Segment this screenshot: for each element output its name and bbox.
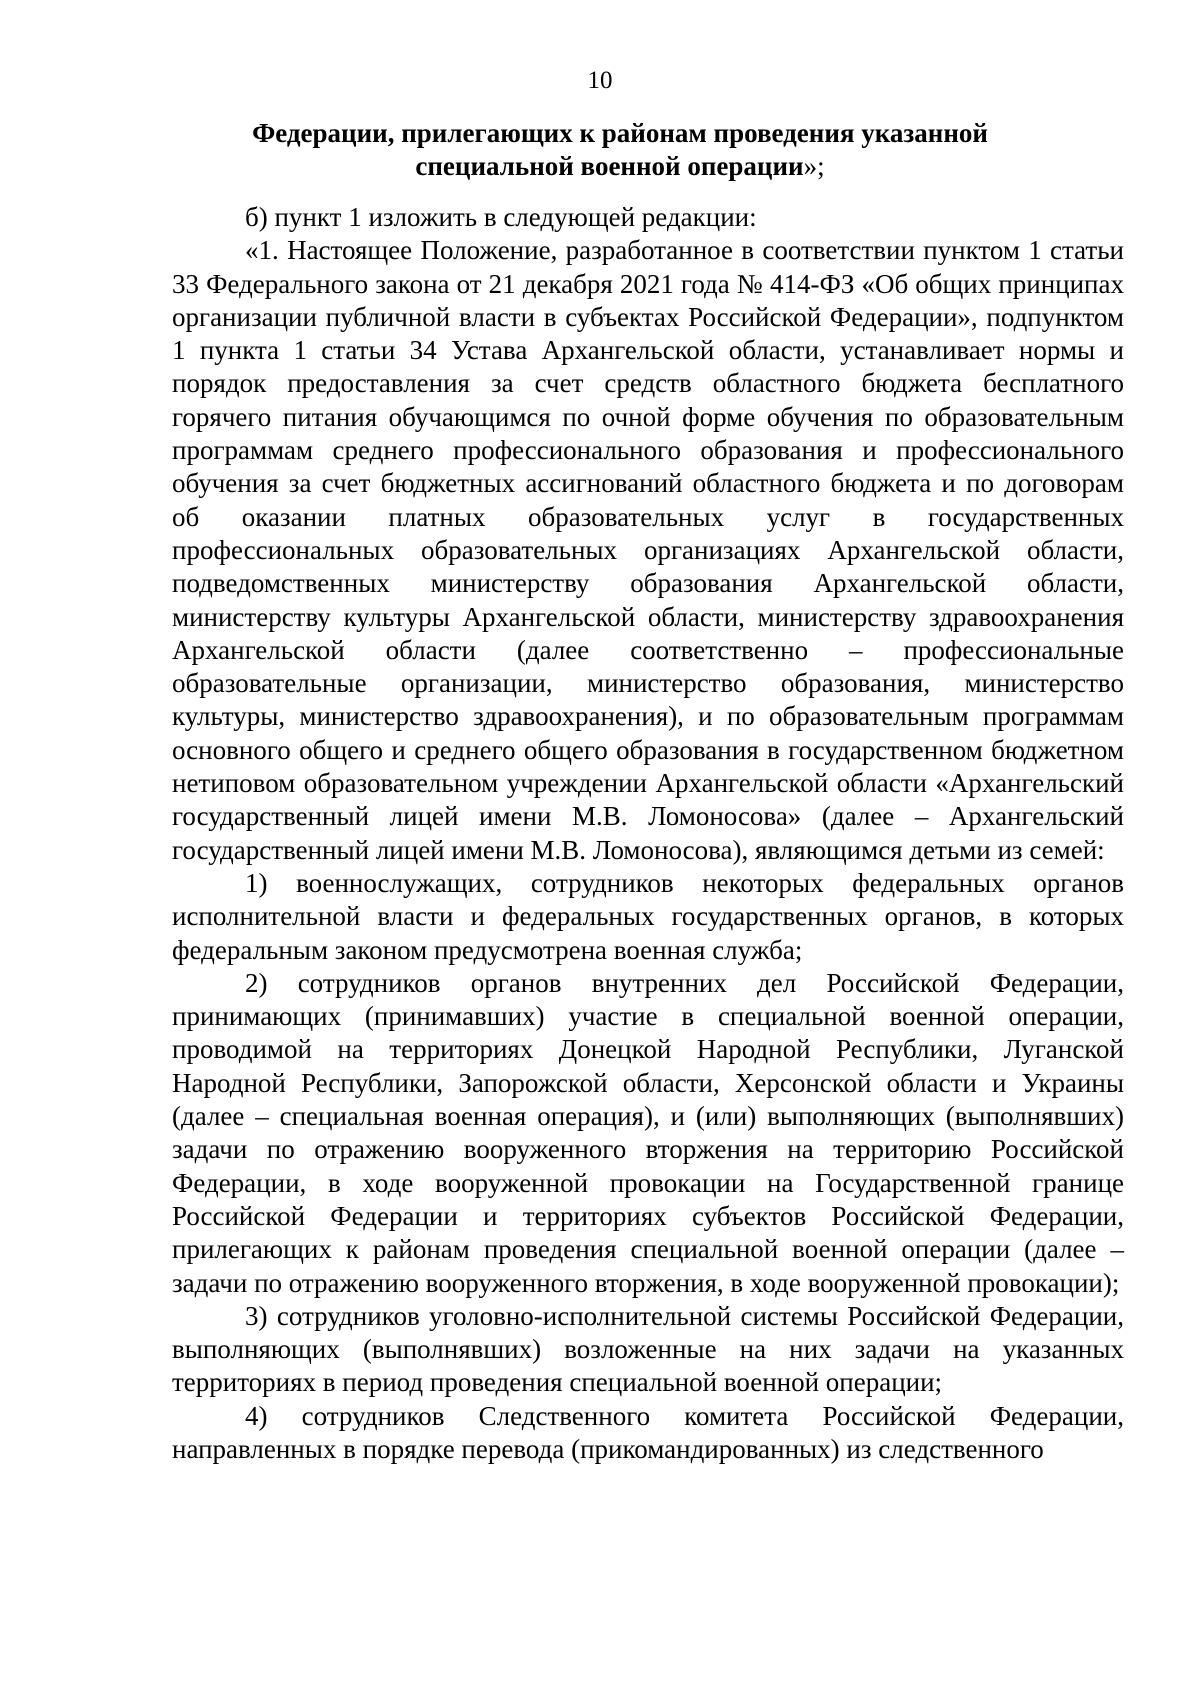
document-body: [172, 201, 1124, 1466]
paragraph-item-2: 2) сотрудников органов внутренних дел Российской Федерации, принимающих (принимавших) участие в специальной военной операции, проводимой на территориях Донецкой Народной Республики, Луганской Народной Республики, Запорожской области, Херсонской области и Украины (далее – специальная военная операция), и (или) выполняющих (выполнявших) задачи по отражению вооруженного вторжения на территорию Российской Федерации, в ходе вооруженной провокации на Государственной границе Российской Федерации и территориях субъектов Российской Федерации, прилегающих к районам проведения специальной военной операции (далее – задачи по отражению вооруженного вторжения, в ходе вооруженной провокации);: [172, 967, 1124, 1298]
paragraph-item-1: 1) военнослужащих, сотрудников некоторых федеральных органов исполнительной власти и федеральных государственных органов, в которых федеральным законом предусмотрена военная служба;: [172, 867, 1124, 965]
section-heading-bold: Федерации, прилегающих к районам проведения указанной специальной военной операции: [252, 118, 988, 181]
section-heading: [225, 117, 1015, 183]
page-number: 10: [587, 67, 613, 94]
paragraph-amendment-intro: б) пункт 1 изложить в следующей редакции:: [245, 202, 757, 232]
section-heading-tail: »;: [803, 151, 825, 181]
paragraph-item-3: 3) сотрудников уголовно-исполнительной системы Российской Федерации, выполняющих (выполнявших) возложенные на них задачи на указанных территориях в период проведения специальной военной операции;: [172, 1300, 1124, 1398]
paragraph-clause-1: «1. Настоящее Положение, разработанное в соответствии пунктом 1 статьи 33 Федерального закона от 21 декабря 2021 года № 414-ФЗ «Об общих принципах организации публичной власти в субъектах Российской Федерации», подпунктом 1 пункта 1 статьи 34 Устава Архангельской области, устанавливает нормы и порядок предоставления за счет средств областного бюджета бесплатного горячего питания обучающимся по очной форме обучения по образовательным программам среднего профессионального образования и профессионального обучения за счет бюджетных ассигнований областного бюджета и по договорам об оказании платных образовательных услуг в государственных профессиональных образовательных организациях Архангельской области, подведомственных министерству образования Архангельской области, министерству культуры Архангельской области, министерству здравоохранения Архангельской области (далее соответственно – профессиональные образовательные организации, министерство образования, министерство культуры, министерство здравоохранения), и по образовательным программам основного общего и среднего общего образования в государственном бюджетном нетиповом образовательном учреждении Архангельской области «Архангельский государственный лицей имени М.В. Ломоносова» (далее – Архангельский государственный лицей имени М.В. Ломоносова), являющимся детьми из семей:: [172, 235, 1124, 865]
paragraph-item-4: 4) сотрудников Следственного комитета Российской Федерации, направленных в порядке перевода (прикомандированных) из следственного: [172, 1400, 1124, 1464]
